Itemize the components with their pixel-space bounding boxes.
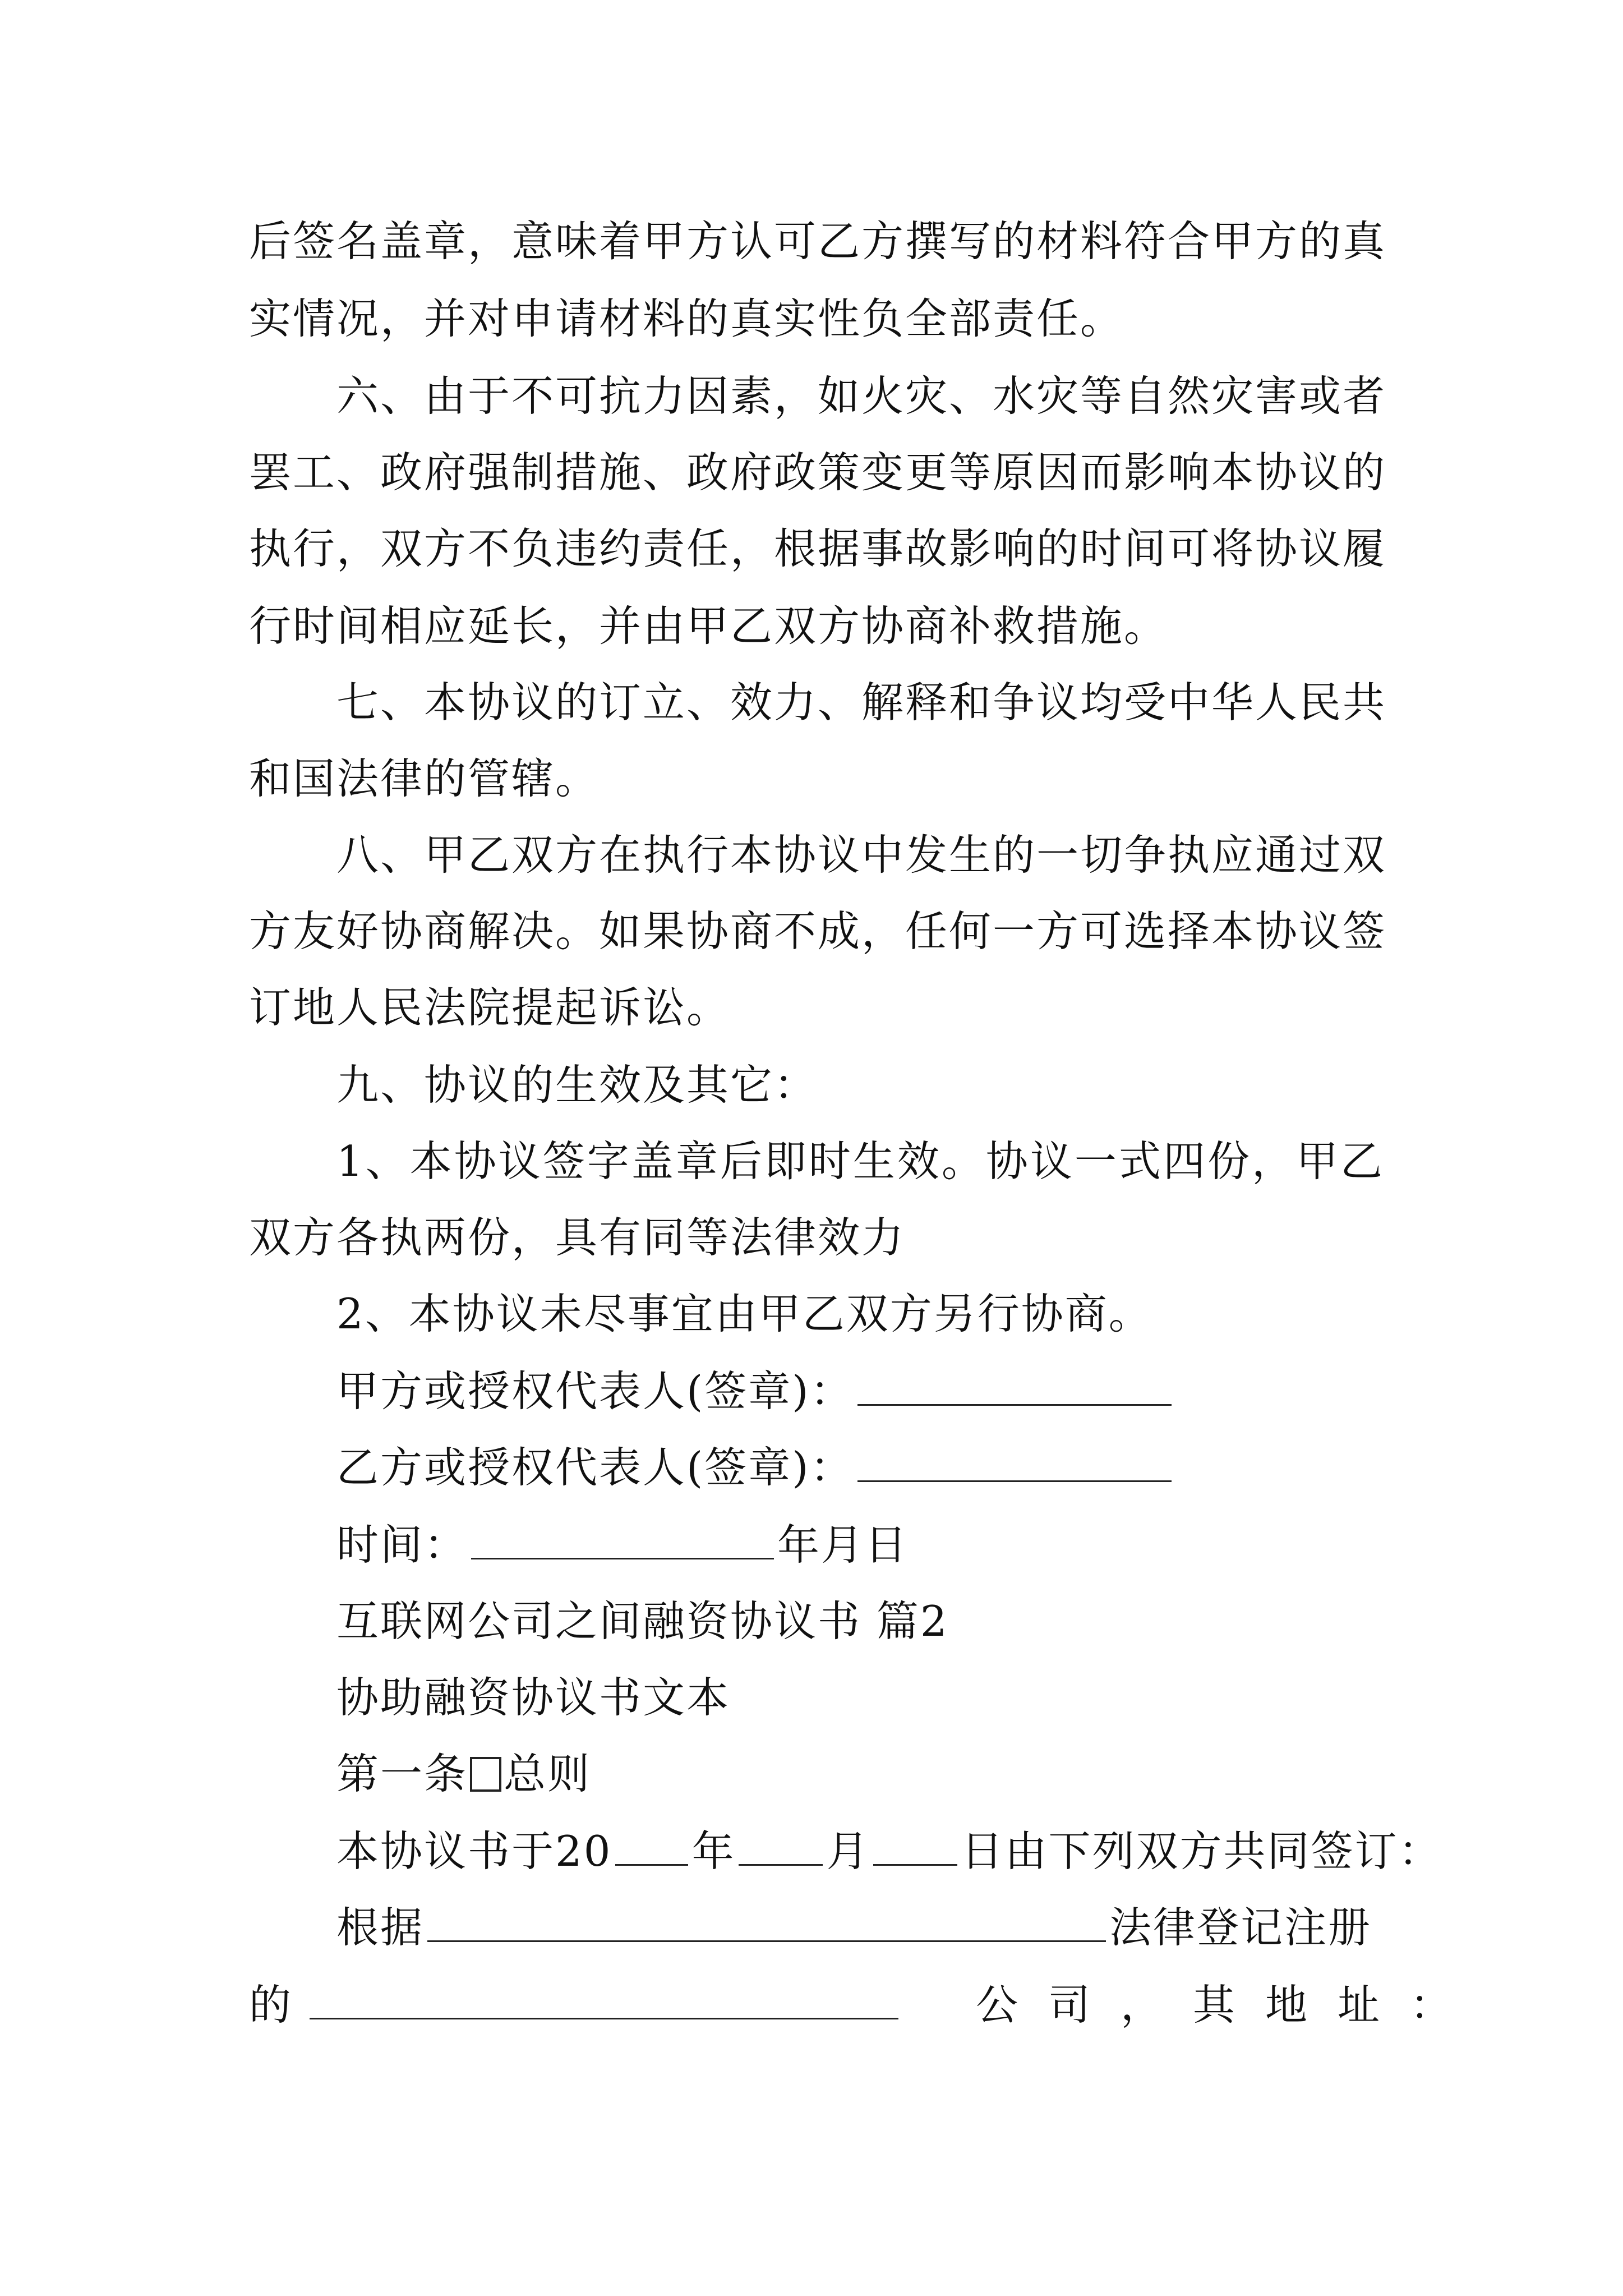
signature-label-b: 乙方或授权代表人(签章)： [336,1443,854,1492]
paragraph-line: 后签名盖章，意味着甲方认可乙方撰写的材料符合甲方的真 [249,217,1387,266]
empty-box-icon [470,1757,501,1792]
signature-blank-b [857,1443,1172,1482]
section-subtitle: 协助融资协议书文本 [336,1673,731,1722]
company-prefix: 的 [249,1980,293,2030]
year-blank [615,1827,688,1866]
paragraph-line: 六、由于不可抗力因素，如火灾、水灾等自然灾害或者 [336,371,1387,421]
date-label: 时间： [336,1520,468,1570]
date-line [336,1517,909,1573]
month-blank [739,1827,823,1866]
paragraph-line: 方友好协商解决。如果协商不成，任何一方可选择本协议签 [249,907,1387,956]
paragraph-line: 双方各执两份，具有同等法律效力 [249,1213,906,1262]
signature-label-a: 甲方或授权代表人(签章)： [336,1366,854,1416]
paragraph-line: 实情况，并对申请材料的真实性负全部责任。 [249,294,1124,343]
paragraph-line: 八、甲乙双方在执行本协议中发生的一切争执应通过双 [336,830,1387,880]
company-label: 公司，其地址： [976,1980,1483,2030]
basis-line [336,1899,1372,1955]
basis-suffix: 法律登记注册 [1109,1903,1372,1952]
paragraph-line: 2、本协议未尽事宜由甲乙双方另行协商。 [336,1289,1152,1338]
article-prefix: 第一条 [336,1749,468,1798]
date-suffix: 年月日 [777,1520,909,1570]
article-heading [336,1746,591,1802]
basis-prefix: 根据 [336,1903,425,1952]
paragraph-line: 罢工、政府强制措施、政府政策变更等原因而影响本协议的 [249,448,1387,497]
company-blank [310,1981,898,2019]
paragraph-line: 和国法律的管辖。 [249,754,600,803]
signing-prefix: 本协议书于20 [336,1826,612,1876]
paragraph-line: 执行，双方不负违约责任，根据事故影响的时间可将协议履 [249,524,1387,573]
company-line [249,1977,1483,2033]
signature-blank-a [857,1367,1172,1406]
paragraph-line: 九、协议的生效及其它： [336,1060,818,1110]
section-heading: 互联网公司之间融资协议书 篇2 [336,1596,949,1646]
date-blank [471,1521,774,1559]
paragraph-line: 1、本协议签字盖章后即时生效。协议一式四份，甲乙 [336,1137,1384,1186]
signature-line-party-a [336,1363,1175,1419]
day-blank [873,1827,957,1866]
year-label: 年 [691,1826,736,1876]
article-suffix: 总则 [504,1749,592,1798]
signing-suffix: 日由下列双方共同签订： [961,1826,1442,1876]
signing-date-line [336,1823,1442,1879]
paragraph-line: 订地人民法院提起诉讼。 [249,983,731,1032]
signature-line-party-b [336,1439,1175,1496]
paragraph-line: 七、本协议的订立、效力、解释和争议均受中华人民共 [336,678,1387,727]
month-label: 月 [826,1826,870,1876]
law-blank [427,1903,1106,1942]
paragraph-line: 行时间相应延长，并由甲乙双方协商补救措施。 [249,601,1168,651]
